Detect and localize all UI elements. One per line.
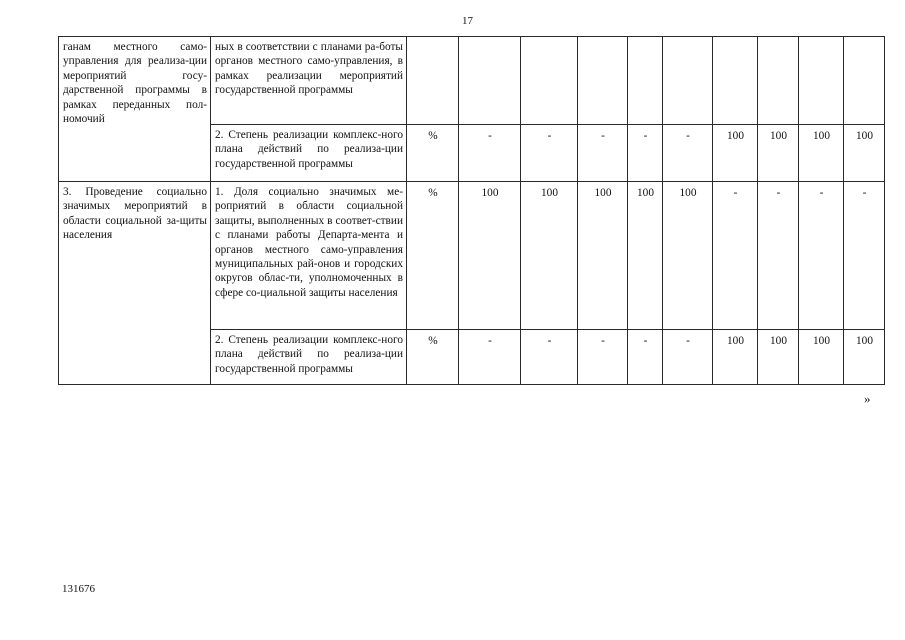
unit-cell: % (407, 182, 459, 330)
value-cell: - (459, 330, 521, 385)
value-cell (713, 37, 758, 125)
value-cell: 100 (758, 125, 799, 182)
value-cell: - (521, 330, 578, 385)
closing-quote: » (864, 391, 871, 406)
value-cell: 100 (459, 182, 521, 330)
value-cell (628, 37, 663, 125)
indicator-cell: ных в соответствии с планами ра-боты органов местного само-управления, в рамках реализации мероприятий государственной программы (211, 37, 407, 125)
value-cell: 100 (799, 330, 844, 385)
value-cell: 100 (713, 330, 758, 385)
unit-cell: % (407, 330, 459, 385)
value-cell: - (459, 125, 521, 182)
value-cell: - (521, 125, 578, 182)
value-cell: 100 (844, 330, 885, 385)
value-cell: 100 (628, 182, 663, 330)
table-row (59, 37, 885, 125)
task-cell: ганам местного само-управления для реализа-ции мероприятий госу-дарственной программы в рамках переданных пол-номочий (59, 37, 211, 182)
value-cell: - (663, 125, 713, 182)
page-number: 17 (462, 15, 473, 27)
document-code: 131676 (62, 583, 95, 595)
value-cell: - (799, 182, 844, 330)
indicator-cell: 1. Доля социально значимых ме-роприятий в области социальной защиты, выполненных в соответ-ствии с планами работы Департа-мента и органов местного само-управления муниципальных рай-онов и городских округов облас-ти, уполномоченных в сфере со-циальной защиты населения (211, 182, 407, 330)
table-body (59, 37, 885, 385)
value-cell: 100 (521, 182, 578, 330)
value-cell: - (713, 182, 758, 330)
table-row (59, 182, 885, 330)
value-cell: 100 (799, 125, 844, 182)
value-cell (799, 37, 844, 125)
value-cell (578, 37, 628, 125)
value-cell: 100 (578, 182, 628, 330)
task-cell: 3. Проведение социально значимых мероприятий в области социальной за-щиты населения (59, 182, 211, 385)
value-cell: - (628, 125, 663, 182)
value-cell (663, 37, 713, 125)
value-cell (459, 37, 521, 125)
value-cell: - (844, 182, 885, 330)
value-cell: - (628, 330, 663, 385)
unit-cell (407, 37, 459, 125)
value-cell: - (578, 330, 628, 385)
unit-cell: % (407, 125, 459, 182)
value-cell: 100 (758, 330, 799, 385)
indicator-cell: 2. Степень реализации комплекс-ного плана действий по реализа-ции государственной программы (211, 125, 407, 182)
indicator-cell: 2. Степень реализации комплекс-ного плана действий по реализа-ции государственной программы (211, 330, 407, 385)
value-cell: - (578, 125, 628, 182)
value-cell (758, 37, 799, 125)
value-cell: - (663, 330, 713, 385)
value-cell (844, 37, 885, 125)
value-cell (521, 37, 578, 125)
value-cell: 100 (844, 125, 885, 182)
value-cell: 100 (663, 182, 713, 330)
indicators-table (58, 36, 885, 385)
value-cell: 100 (713, 125, 758, 182)
value-cell: - (758, 182, 799, 330)
